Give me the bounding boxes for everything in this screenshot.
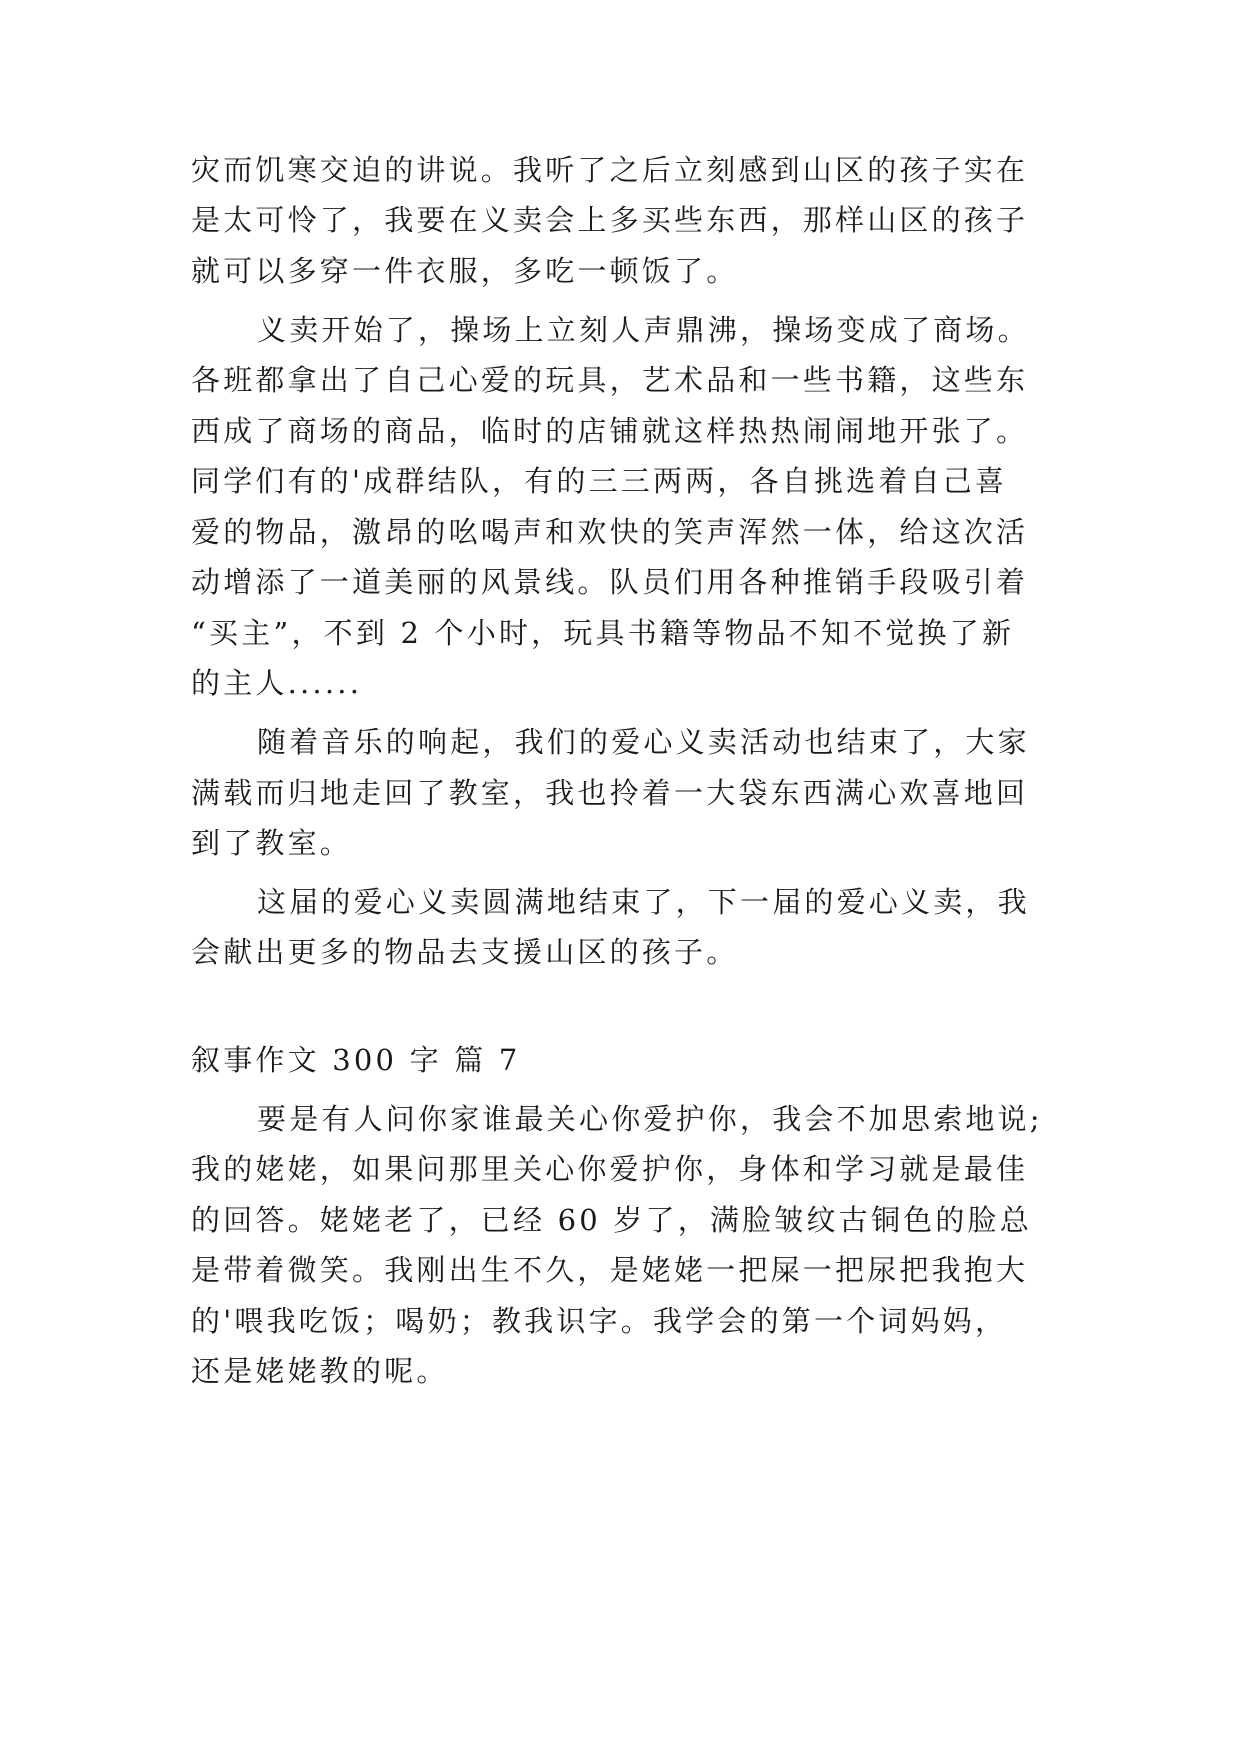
section-heading: 叙事作文 300 字 篇 7 — [191, 1043, 521, 1077]
paragraph-line: 要是有人问你家谁最关心你爱护你，我会不加思索地说; — [257, 1102, 1043, 1136]
paragraph-line: 我的姥姥，如果问那里关心你爱护你，身体和学习就是最佳 — [191, 1152, 1029, 1186]
paragraph-line: 各班都拿出了自己心爱的玩具，艺术品和一些书籍，这些东 — [191, 363, 1029, 397]
paragraph-line: 的回答。姥姥老了，已经 60 岁了，满脸皱纹古铜色的脸总 — [191, 1203, 1032, 1237]
paragraph-line: 会献出更多的物品去支援山区的孩子。 — [191, 935, 739, 969]
paragraph-line: “买主”，不到 2 个小时，玩具书籍等物品不知不觉换了新 — [191, 616, 1015, 650]
paragraph-line: 满载而归地走回了教室，我也拎着一大袋东西满心欢喜地回 — [191, 776, 1029, 810]
paragraph-line: 同学们有的'成群结队，有的三三两两，各自挑选着自己喜 — [191, 464, 1008, 498]
paragraph-line: 到了教室。 — [191, 826, 353, 860]
paragraph-line: 是太可怜了，我要在义卖会上多买些东西，那样山区的孩子 — [191, 203, 1029, 237]
paragraph-line: 这届的爱心义卖圆满地结束了，下一届的爱心义卖，我 — [257, 885, 1030, 919]
paragraph-line: 是带着微笑。我刚出生不久，是姥姥一把屎一把尿把我抱大 — [191, 1253, 1029, 1287]
paragraph-line: 动增添了一道美丽的风景线。队员们用各种推销手段吸引着 — [191, 565, 1029, 599]
paragraph-line: 的'喂我吃饭；喝奶；教我识字。我学会的第一个词妈妈， — [191, 1304, 1008, 1338]
paragraph-line: 随着音乐的响起，我们的爱心义卖活动也结束了，大家 — [257, 725, 1030, 759]
paragraph-line: 的主人...... — [191, 666, 363, 700]
paragraph-line: 还是姥姥教的呢。 — [191, 1354, 449, 1388]
paragraph-line: 义卖开始了，操场上立刻人声鼎沸，操场变成了商场。 — [257, 313, 1030, 347]
paragraph-line: 就可以多穿一件衣服，多吃一顿饭了。 — [191, 254, 739, 288]
paragraph-line: 爱的物品，激昂的吆喝声和欢快的笑声浑然一体，给这次活 — [191, 515, 1029, 549]
paragraph-line: 西成了商场的商品，临时的店铺就这样热热闹闹地开张了。 — [191, 414, 1029, 448]
paragraph-line: 灾而饥寒交迫的讲说。我听了之后立刻感到山区的孩子实在 — [191, 153, 1029, 187]
